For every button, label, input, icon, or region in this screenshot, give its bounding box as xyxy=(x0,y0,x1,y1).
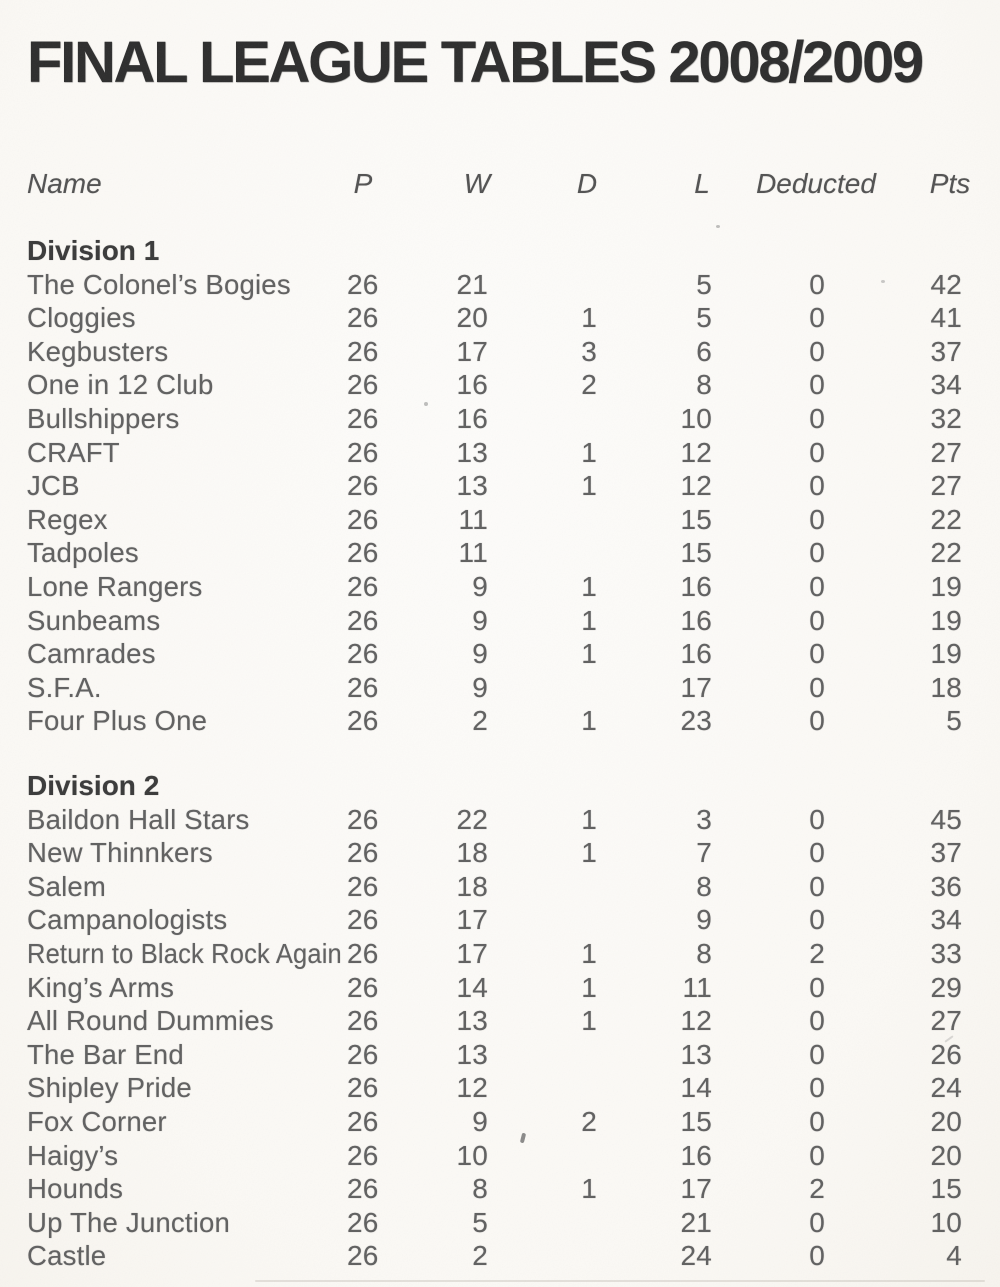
played-cell: 26 xyxy=(347,638,379,670)
table-row xyxy=(27,1206,962,1240)
team-name-cell: Four Plus One xyxy=(27,705,208,737)
points-cell: 37 xyxy=(930,335,962,367)
draws-cell: 1 xyxy=(581,705,597,737)
wins-cell: 2 xyxy=(472,705,488,737)
division-label: Division 1 xyxy=(27,235,160,266)
deducted-cell: 0 xyxy=(809,570,825,602)
table-row xyxy=(27,1139,962,1173)
played-cell: 26 xyxy=(347,1240,379,1272)
table-row xyxy=(27,1071,962,1105)
played-cell: 26 xyxy=(347,1206,379,1238)
draws-cell: 1 xyxy=(581,803,597,835)
wins-cell: 13 xyxy=(456,1005,488,1037)
deducted-cell: 0 xyxy=(809,503,825,535)
deducted-cell: 0 xyxy=(809,904,825,936)
table-row xyxy=(27,268,962,302)
table-row xyxy=(27,1105,962,1139)
played-cell: 26 xyxy=(347,503,379,535)
wins-cell: 12 xyxy=(456,1072,488,1104)
draws-cell: 1 xyxy=(581,436,597,468)
points-cell: 37 xyxy=(930,837,962,869)
draws-cell: 1 xyxy=(581,1173,597,1205)
scan-speck xyxy=(716,225,720,228)
team-name-cell: Sunbeams xyxy=(27,604,161,636)
deducted-cell: 0 xyxy=(809,638,825,670)
losses-cell: 3 xyxy=(696,803,712,835)
column-header-wins: W xyxy=(463,168,491,199)
column-header-losses: L xyxy=(694,168,710,199)
team-name-cell: S.F.A. xyxy=(27,671,102,703)
deducted-cell: 0 xyxy=(809,369,825,401)
team-name-cell: Cloggies xyxy=(27,302,136,334)
table-row xyxy=(27,469,962,503)
team-name-cell: CRAFT xyxy=(27,436,120,468)
played-cell: 26 xyxy=(347,705,379,737)
draws-cell xyxy=(488,903,597,937)
played-cell: 26 xyxy=(347,302,379,334)
team-name-cell: Regex xyxy=(27,503,108,535)
losses-cell: 11 xyxy=(682,971,712,1003)
deducted-cell: 0 xyxy=(809,537,825,569)
table-row xyxy=(27,803,962,837)
division-section xyxy=(27,769,962,1273)
points-cell: 27 xyxy=(930,470,962,502)
wins-cell: 13 xyxy=(456,436,488,468)
points-cell: 34 xyxy=(930,904,962,936)
played-cell: 26 xyxy=(347,870,379,902)
draws-cell: 1 xyxy=(581,302,597,334)
wins-cell: 17 xyxy=(456,937,488,969)
table-row xyxy=(27,1172,962,1206)
wins-cell: 11 xyxy=(458,537,488,569)
points-cell: 20 xyxy=(930,1139,962,1171)
played-cell: 26 xyxy=(347,1038,379,1070)
points-cell: 26 xyxy=(930,1038,962,1070)
division-section xyxy=(27,234,962,738)
team-name-cell: Lone Rangers xyxy=(27,570,203,602)
wins-cell: 11 xyxy=(458,503,488,535)
team-name-cell: Fox Corner xyxy=(27,1105,167,1137)
losses-cell: 16 xyxy=(680,570,712,602)
losses-cell: 9 xyxy=(696,904,712,936)
wins-cell: 18 xyxy=(456,870,488,902)
deducted-cell: 2 xyxy=(809,1173,825,1205)
losses-cell: 8 xyxy=(696,937,712,969)
team-name-cell: Castle xyxy=(27,1240,107,1272)
losses-cell: 7 xyxy=(696,837,712,869)
deducted-cell: 0 xyxy=(809,671,825,703)
played-cell: 26 xyxy=(347,369,379,401)
points-cell: 19 xyxy=(930,570,962,602)
draws-cell xyxy=(488,1071,597,1105)
points-cell: 22 xyxy=(930,537,962,569)
table-row xyxy=(27,937,962,971)
deducted-cell: 0 xyxy=(809,1206,825,1238)
division-header-row xyxy=(27,234,962,268)
team-name-cell: Return to Black Rock Again xyxy=(27,937,342,969)
team-name-cell: Up The Junction xyxy=(27,1206,231,1238)
column-header-name: Name xyxy=(27,168,102,199)
table-row xyxy=(27,971,962,1005)
wins-cell: 16 xyxy=(456,402,488,434)
draws-cell: 1 xyxy=(581,638,597,670)
table-row xyxy=(27,436,962,470)
losses-cell: 17 xyxy=(680,671,712,703)
played-cell: 26 xyxy=(347,604,379,636)
points-cell: 34 xyxy=(930,369,962,401)
points-cell: 20 xyxy=(930,1105,962,1137)
losses-cell: 21 xyxy=(680,1206,712,1238)
points-cell: 33 xyxy=(930,937,962,969)
page-title: FINAL LEAGUE TABLES 2008/2009 xyxy=(27,30,922,95)
draws-cell: 1 xyxy=(581,470,597,502)
losses-cell: 8 xyxy=(696,870,712,902)
losses-cell: 15 xyxy=(680,503,712,535)
table-row xyxy=(27,503,962,537)
wins-cell: 5 xyxy=(472,1206,488,1238)
points-cell: 27 xyxy=(930,1005,962,1037)
deducted-cell: 0 xyxy=(809,302,825,334)
losses-cell: 12 xyxy=(680,1005,712,1037)
team-name-cell: Haigy’s xyxy=(27,1139,119,1171)
played-cell: 26 xyxy=(347,1105,379,1137)
draws-cell: 1 xyxy=(581,604,597,636)
deducted-cell: 0 xyxy=(809,335,825,367)
draws-cell xyxy=(488,268,597,302)
losses-cell: 17 xyxy=(680,1173,712,1205)
deducted-cell: 0 xyxy=(809,971,825,1003)
played-cell: 26 xyxy=(347,537,379,569)
deducted-cell: 0 xyxy=(809,1005,825,1037)
wins-cell: 9 xyxy=(472,1105,488,1137)
played-cell: 26 xyxy=(347,837,379,869)
points-cell: 32 xyxy=(930,402,962,434)
points-cell: 19 xyxy=(930,604,962,636)
column-header-played: P xyxy=(353,168,373,199)
draws-cell xyxy=(488,1038,597,1072)
table-row xyxy=(27,870,962,904)
points-cell: 24 xyxy=(930,1072,962,1104)
wins-cell: 2 xyxy=(472,1240,488,1272)
draws-cell xyxy=(488,503,597,537)
deducted-cell: 0 xyxy=(809,1105,825,1137)
deducted-cell: 0 xyxy=(809,1038,825,1070)
table-row xyxy=(27,1038,962,1072)
deducted-cell: 0 xyxy=(809,705,825,737)
table-row xyxy=(27,704,962,738)
played-cell: 26 xyxy=(347,937,379,969)
played-cell: 26 xyxy=(347,402,379,434)
played-cell: 26 xyxy=(347,268,379,300)
division-label: Division 2 xyxy=(27,770,160,801)
team-name-cell: Hounds xyxy=(27,1173,124,1205)
wins-cell: 9 xyxy=(472,570,488,602)
points-cell: 27 xyxy=(930,436,962,468)
wins-cell: 10 xyxy=(456,1139,488,1171)
column-header-deducted: Deducted xyxy=(756,168,876,199)
draws-cell: 3 xyxy=(581,335,597,367)
team-name-cell: Salem xyxy=(27,870,107,902)
draws-cell xyxy=(488,671,597,705)
wins-cell: 17 xyxy=(456,904,488,936)
draws-cell: 1 xyxy=(581,937,597,969)
draws-cell xyxy=(488,1206,597,1240)
team-name-cell: New Thinnkers xyxy=(27,837,213,869)
losses-cell: 15 xyxy=(680,1105,712,1137)
table-row xyxy=(27,368,962,402)
losses-cell: 6 xyxy=(696,335,712,367)
played-cell: 26 xyxy=(347,1173,379,1205)
draws-cell xyxy=(488,870,597,904)
draws-cell: 1 xyxy=(581,837,597,869)
deducted-cell: 0 xyxy=(809,268,825,300)
wins-cell: 18 xyxy=(456,837,488,869)
played-cell: 26 xyxy=(347,1072,379,1104)
losses-cell: 23 xyxy=(680,705,712,737)
team-name-cell: One in 12 Club xyxy=(27,369,214,401)
losses-cell: 16 xyxy=(680,1139,712,1171)
column-header-draws: D xyxy=(576,168,598,199)
draws-cell xyxy=(488,402,597,436)
played-cell: 26 xyxy=(347,803,379,835)
wins-cell: 17 xyxy=(456,335,488,367)
team-name-cell: The Bar End xyxy=(27,1038,184,1070)
wins-cell: 21 xyxy=(456,268,488,300)
draws-cell xyxy=(488,1239,597,1273)
team-name-cell: Campanologists xyxy=(27,904,228,936)
points-cell: 4 xyxy=(946,1240,962,1272)
points-cell: 45 xyxy=(930,803,962,835)
team-name-cell: Tadpoles xyxy=(27,537,139,569)
table-row xyxy=(27,1239,962,1273)
played-cell: 26 xyxy=(347,1005,379,1037)
deducted-cell: 0 xyxy=(809,436,825,468)
deducted-cell: 0 xyxy=(809,870,825,902)
table-row xyxy=(27,671,962,705)
losses-cell: 16 xyxy=(680,638,712,670)
team-name-cell: JCB xyxy=(27,470,80,502)
team-name-cell: The Colonel’s Bogies xyxy=(27,268,291,300)
table-row xyxy=(27,301,962,335)
wins-cell: 8 xyxy=(472,1173,488,1205)
points-cell: 15 xyxy=(930,1173,962,1205)
losses-cell: 5 xyxy=(696,268,712,300)
losses-cell: 14 xyxy=(680,1072,712,1104)
played-cell: 26 xyxy=(347,904,379,936)
losses-cell: 12 xyxy=(680,436,712,468)
losses-cell: 24 xyxy=(680,1240,712,1272)
wins-cell: 9 xyxy=(472,638,488,670)
points-cell: 42 xyxy=(930,268,962,300)
table-row xyxy=(27,1004,962,1038)
losses-cell: 15 xyxy=(680,537,712,569)
wins-cell: 9 xyxy=(472,671,488,703)
deducted-cell: 2 xyxy=(809,937,825,969)
wins-cell: 16 xyxy=(456,369,488,401)
team-name-cell: Baildon Hall Stars xyxy=(27,803,250,835)
losses-cell: 8 xyxy=(696,369,712,401)
wins-cell: 13 xyxy=(456,470,488,502)
team-name-cell: Shipley Pride xyxy=(27,1072,192,1104)
played-cell: 26 xyxy=(347,971,379,1003)
wins-cell: 14 xyxy=(456,971,488,1003)
scan-edge-smudge xyxy=(255,1280,985,1282)
losses-cell: 5 xyxy=(696,302,712,334)
played-cell: 26 xyxy=(347,1139,379,1171)
played-cell: 26 xyxy=(347,470,379,502)
points-cell: 29 xyxy=(930,971,962,1003)
column-header-points: Pts xyxy=(929,168,971,199)
draws-cell: 1 xyxy=(581,971,597,1003)
losses-cell: 13 xyxy=(680,1038,712,1070)
table-column-headers xyxy=(27,158,971,199)
points-cell: 5 xyxy=(946,705,962,737)
draws-cell: 2 xyxy=(581,369,597,401)
deducted-cell: 0 xyxy=(809,803,825,835)
draws-cell: 1 xyxy=(581,570,597,602)
deducted-cell: 0 xyxy=(809,470,825,502)
team-name-cell: Camrades xyxy=(27,638,156,670)
table-row xyxy=(27,570,962,604)
points-cell: 18 xyxy=(930,671,962,703)
deducted-cell: 0 xyxy=(809,402,825,434)
played-cell: 26 xyxy=(347,671,379,703)
deducted-cell: 0 xyxy=(809,1072,825,1104)
team-name-cell: Kegbusters xyxy=(27,335,169,367)
losses-cell: 16 xyxy=(680,604,712,636)
table-row xyxy=(27,637,962,671)
points-cell: 22 xyxy=(930,503,962,535)
team-name-cell: King’s Arms xyxy=(27,971,175,1003)
team-name-cell: Bullshippers xyxy=(27,402,180,434)
played-cell: 26 xyxy=(347,436,379,468)
deducted-cell: 0 xyxy=(809,604,825,636)
draws-cell: 1 xyxy=(581,1005,597,1037)
points-cell: 36 xyxy=(930,870,962,902)
table-row xyxy=(27,903,962,937)
deducted-cell: 0 xyxy=(809,1139,825,1171)
wins-cell: 9 xyxy=(472,604,488,636)
points-cell: 41 xyxy=(930,302,962,334)
points-cell: 10 xyxy=(930,1206,962,1238)
team-name-cell: All Round Dummies xyxy=(27,1005,274,1037)
deducted-cell: 0 xyxy=(809,1240,825,1272)
wins-cell: 20 xyxy=(456,302,488,334)
draws-cell xyxy=(488,536,597,570)
table-row xyxy=(27,836,962,870)
draws-cell xyxy=(488,1139,597,1173)
deducted-cell: 0 xyxy=(809,837,825,869)
division-header-row xyxy=(27,769,962,803)
wins-cell: 13 xyxy=(456,1038,488,1070)
table-row xyxy=(27,402,962,436)
played-cell: 26 xyxy=(347,335,379,367)
losses-cell: 12 xyxy=(680,470,712,502)
played-cell: 26 xyxy=(347,570,379,602)
table-row xyxy=(27,536,962,570)
losses-cell: 10 xyxy=(680,402,712,434)
draws-cell: 2 xyxy=(581,1105,597,1137)
wins-cell: 22 xyxy=(456,803,488,835)
points-cell: 19 xyxy=(930,638,962,670)
table-row xyxy=(27,335,962,369)
table-row xyxy=(27,604,962,638)
